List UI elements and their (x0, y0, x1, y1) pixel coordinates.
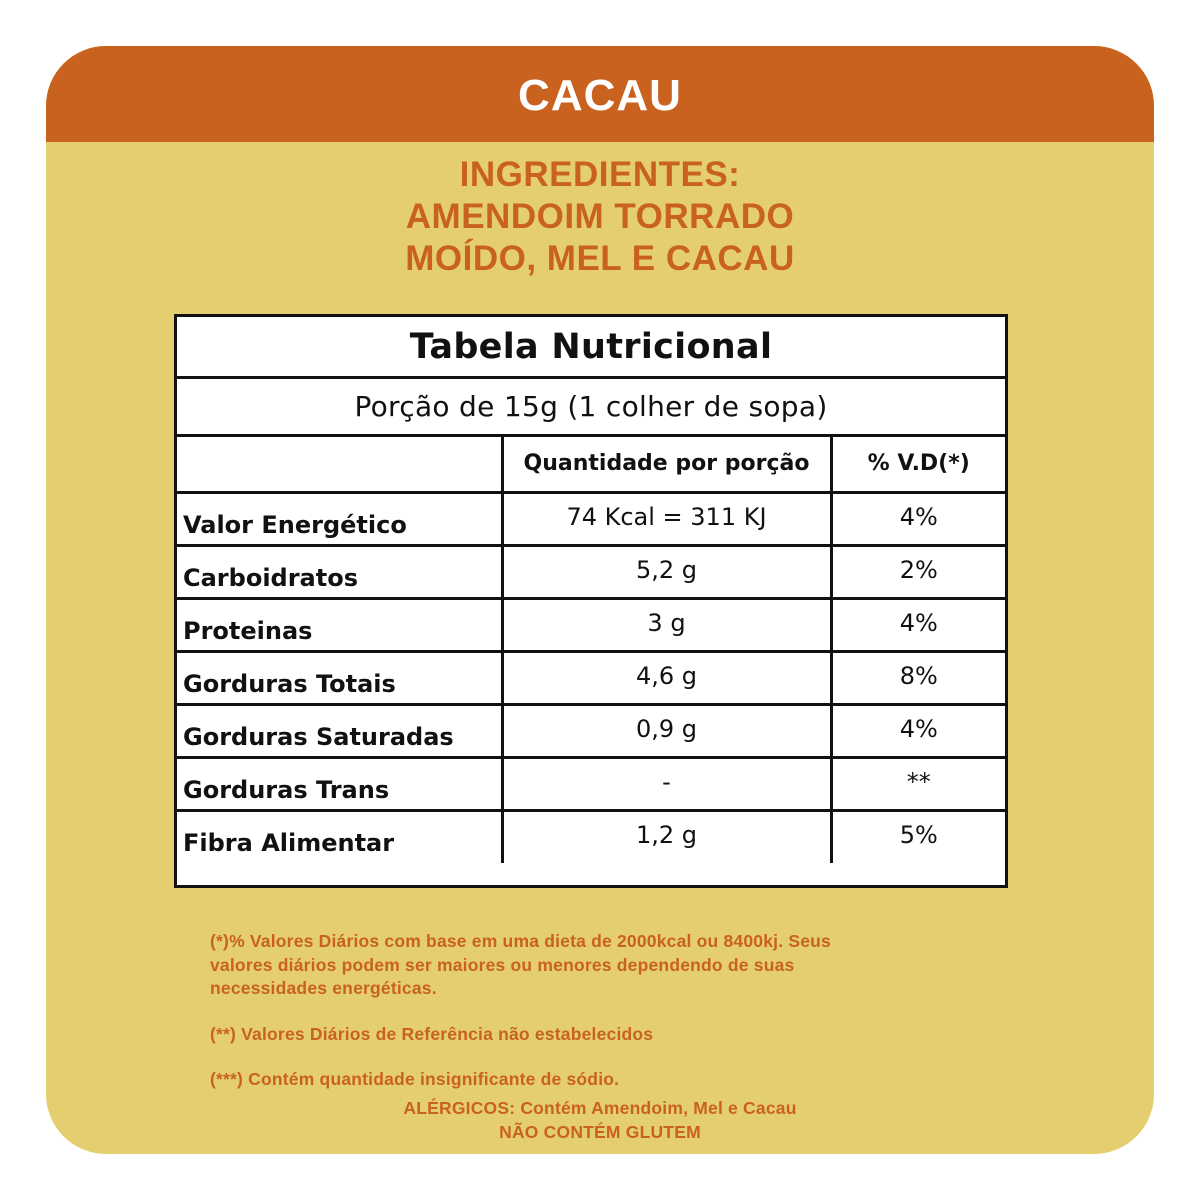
ingredients-line: MOÍDO, MEL E CACAU (405, 239, 795, 278)
nutrient-daily-value: 4% (831, 598, 1005, 651)
nutrient-name: Proteinas (177, 598, 502, 651)
table-row (177, 598, 1005, 651)
nutrient-daily-value: 4% (831, 492, 1005, 545)
ingredients-block (46, 154, 1154, 280)
nutrient-name: Gorduras Totais (177, 651, 502, 704)
nutrition-table (174, 314, 1008, 888)
product-title: CACAU (518, 71, 682, 120)
nutrient-quantity: 0,9 g (502, 704, 831, 757)
nutrient-daily-value: 5% (831, 810, 1005, 863)
ingredients-line: AMENDOIM TORRADO (405, 197, 795, 236)
nutrition-table-title: Tabela Nutricional (177, 317, 1005, 379)
nutrient-daily-value: 8% (831, 651, 1005, 704)
table-row (177, 545, 1005, 598)
allergens-notice: ALÉRGICOS: Contém Amendoim, Mel e Cacau (403, 1098, 797, 1118)
nutrient-name: Gorduras Saturadas (177, 704, 502, 757)
nutrient-daily-value: 4% (831, 704, 1005, 757)
table-header-row (177, 437, 1005, 492)
header-nutrient (177, 437, 502, 492)
footnote-line: necessidades energéticas. (210, 978, 437, 998)
header-daily-value: % V.D(*) (831, 437, 1005, 492)
nutrient-daily-value: 2% (831, 545, 1005, 598)
nutrient-name: Fibra Alimentar (177, 810, 502, 863)
footnote-reference-values: (**) Valores Diários de Referência não estabelecidos (210, 1023, 654, 1044)
nutrient-daily-value: ** (831, 757, 1005, 810)
footnote-line: (*)% Valores Diários com base em uma dieta de 2000kcal ou 8400kj. Seus (210, 931, 831, 951)
portion-size: Porção de 15g (1 colher de sopa) (177, 379, 1005, 437)
nutrient-name: Valor Energético (177, 492, 502, 545)
table-row (177, 810, 1005, 863)
footnote-sodium: (***) Contém quantidade insignificante de sódio. (210, 1069, 620, 1089)
nutrient-quantity: 74 Kcal = 311 KJ (502, 492, 831, 545)
nutrient-quantity: 3 g (502, 598, 831, 651)
nutrient-quantity: 4,6 g (502, 651, 831, 704)
nutrient-quantity: - (502, 757, 831, 810)
table-row (177, 651, 1005, 704)
nutrient-name: Gorduras Trans (177, 757, 502, 810)
header-quantity: Quantidade por porção (502, 437, 831, 492)
nutrition-grid (177, 437, 1005, 863)
footnotes (210, 930, 1040, 1092)
footnote-daily-values (210, 930, 1040, 1001)
nutrient-name: Carboidratos (177, 545, 502, 598)
table-row (177, 757, 1005, 810)
gluten-notice: NÃO CONTÉM GLUTEM (499, 1122, 701, 1142)
nutrient-quantity: 5,2 g (502, 545, 831, 598)
product-label-card (46, 46, 1154, 1154)
footnote-line: valores diários podem ser maiores ou menores dependendo de suas (210, 954, 795, 975)
table-row (177, 492, 1005, 545)
table-row (177, 704, 1005, 757)
ingredients-heading: INGREDIENTES: (459, 155, 741, 194)
nutrient-quantity: 1,2 g (502, 810, 831, 863)
header-bar (46, 46, 1154, 142)
